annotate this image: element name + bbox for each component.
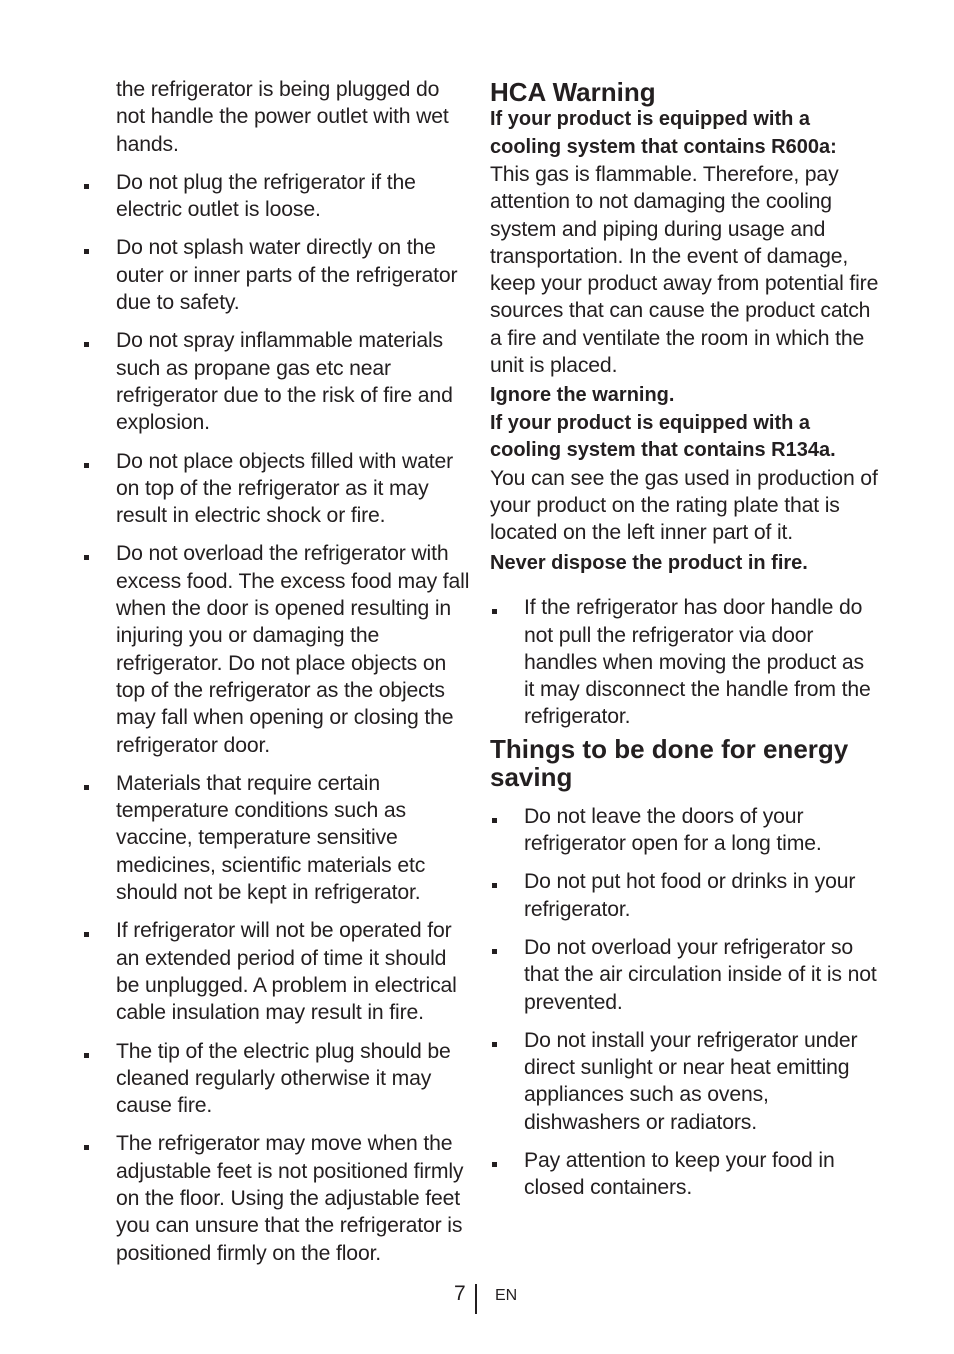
bullet-text: The tip of the electric plug should be cleaned regularly otherwise it may cause fire. (116, 1039, 451, 1118)
list-item (82, 1038, 472, 1120)
bullet-text: Do not splash water directly on the outer or inner parts of the refrigerator due to safety. (116, 236, 458, 315)
bullet-text: Do not plug the refrigerator if the electric outlet is loose. (116, 170, 416, 222)
r600a-body: This gas is flammable. Therefore, pay attention to not damaging the cooling system and piping during usage and transportation. In the event of damage, keep your product away from potential fire sources that can cause the product catch a fire and ventilate the room in which the unit is placed. (490, 163, 879, 378)
bullet-text: Do not spray inflammable materials such as propane gas etc near refrigerator due to the risk of fire and explosion. (116, 329, 453, 435)
bullet-icon (492, 609, 497, 614)
bullet-icon (492, 883, 497, 888)
right-column (490, 76, 880, 1202)
bullet-text: Do not put hot food or drinks in your refrigerator. (524, 870, 856, 921)
ignore-warning-text: Ignore the warning. (490, 384, 675, 407)
list-item (82, 917, 472, 1026)
list-item (490, 594, 880, 730)
list-item (490, 1147, 880, 1202)
bullet-icon (84, 1145, 89, 1150)
bullet-icon (492, 1042, 497, 1047)
r134a-body: You can see the gas used in production of your product on the rating plate that is located on the left inner part of it. (490, 466, 878, 545)
list-item (490, 1027, 880, 1136)
page-footer (0, 1280, 954, 1316)
bullet-text: Materials that require certain temperature conditions such as vaccine, temperature sensitive medicines, scientific materials etc should not be kept in refrigerator. (116, 771, 426, 905)
list-item (82, 770, 472, 906)
bullet-text: Do not overload the refrigerator with excess food. The excess food may fall when the door is opened resulting in injuring you or damaging the refrigerator. Do not place objects on top of the refrigerator as the objects may fall when opening or closing the refrigerator door. (116, 542, 470, 757)
r600a-heading: If your product is equipped with a cooling system that contains R600a: (490, 108, 837, 158)
bullet-icon (84, 342, 89, 347)
footer-divider (475, 1284, 477, 1314)
safety-bullet-list (82, 169, 472, 1267)
list-item (82, 1130, 472, 1266)
hca-warning-heading: HCA Warning (490, 77, 656, 107)
bullet-icon (84, 1053, 89, 1058)
never-dispose-text: Never dispose the product in fire. (490, 551, 808, 574)
bullet-text: Pay attention to keep your food in closed containers. (524, 1149, 835, 1200)
bullet-text: If refrigerator will not be operated for an extended period of time it should be unplugged. A problem in electrical cable insulation may result in fire. (116, 919, 457, 1025)
energy-bullet-list (490, 803, 880, 1202)
list-item (82, 327, 472, 436)
bullet-text: Do not leave the doors of your refrigerator open for a long time. (524, 804, 822, 856)
bullet-text: Do not install your refrigerator under direct sunlight or near heat emitting appliances such as ovens, dishwashers or radiators. (524, 1028, 858, 1134)
list-item (82, 540, 472, 758)
door-handle-bullet-list (490, 594, 880, 730)
bullet-icon (492, 949, 497, 954)
list-item (82, 169, 472, 224)
continuation-text: the refrigerator is being plugged do not handle the power outlet with wet hands. (116, 78, 449, 156)
bullet-text: The refrigerator may move when the adjustable feet is not positioned firmly on the floor. Using the adjustable feet you can unsure that the refrigerator is positioned firmly on the floor. (116, 1132, 464, 1265)
bullet-icon (84, 249, 89, 254)
r134a-heading: If your product is equipped with a cooling system that contains R134a. (490, 411, 836, 462)
bullet-icon (84, 184, 89, 189)
bullet-text: Do not place objects filled with water on top of the refrigerator as it may result in electric shock or fire. (116, 449, 454, 528)
list-item (82, 448, 472, 530)
list-item (490, 803, 880, 858)
list-item (490, 868, 880, 923)
energy-saving-heading: Things to be done for energy saving (490, 733, 849, 792)
bullet-icon (84, 463, 89, 468)
list-item (490, 934, 880, 1016)
bullet-icon (84, 555, 89, 560)
bullet-icon (492, 818, 497, 823)
list-item (82, 234, 472, 316)
left-column (82, 76, 472, 1267)
bullet-text: Do not overload your refrigerator so that the air circulation inside of it is not prevented. (524, 935, 877, 1014)
bullet-icon (84, 932, 89, 937)
bullet-icon (84, 785, 89, 790)
language-code: EN (495, 1287, 518, 1304)
bullet-text: If the refrigerator has door handle do not pull the refrigerator via door handles when moving the product as it may disconnect the handle from the refrigerator. (524, 596, 871, 729)
page-number: 7 (454, 1282, 466, 1305)
bullet-icon (492, 1162, 497, 1167)
